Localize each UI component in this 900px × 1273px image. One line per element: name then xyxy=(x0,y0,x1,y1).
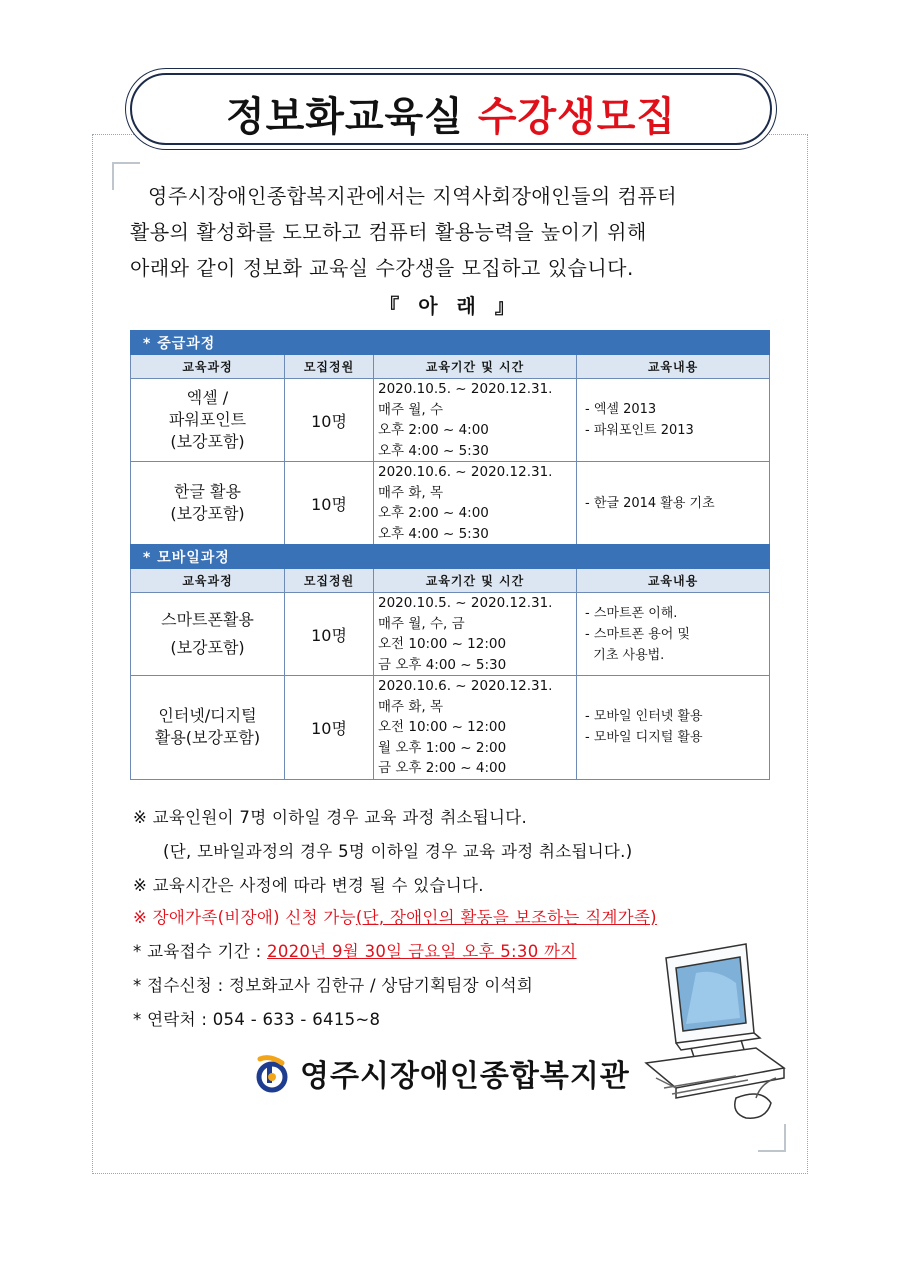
intro-line: 영주시장애인종합복지관에서는 지역사회장애인들의 컴퓨터 xyxy=(148,184,678,208)
page-title xyxy=(132,85,770,142)
computer-illustration-icon xyxy=(636,938,786,1128)
content-line: - 스마트폰 용어 및 xyxy=(585,626,690,642)
period-line: 오전 10:00 ~ 12:00 xyxy=(378,719,507,735)
period-line: 매주 화, 목 xyxy=(378,698,444,715)
period-line: 금 오후 2:00 ~ 4:00 xyxy=(378,760,507,776)
period xyxy=(374,379,577,462)
capacity: 10명 xyxy=(285,676,374,780)
course-line: 한글 활용 xyxy=(174,482,241,501)
course-name xyxy=(131,593,285,676)
period-line: 금 오후 4:00 ~ 5:30 xyxy=(378,656,507,673)
title-banner xyxy=(130,73,772,145)
period-line: 오후 4:00 ~ 5:30 xyxy=(378,525,489,542)
intro-line: 아래와 같이 정보화 교육실 수강생을 모집하고 있습니다. xyxy=(130,256,634,280)
header-capacity: 모집정원 xyxy=(285,355,374,379)
period-line: 2020.10.6. ~ 2020.12.31. xyxy=(378,678,553,694)
period-line: 2020.10.6. ~ 2020.12.31. xyxy=(378,464,553,480)
content-line: - 엑셀 2013 xyxy=(585,402,657,417)
period xyxy=(374,462,577,545)
course-name xyxy=(131,379,285,462)
course-line: 파워포인트 xyxy=(168,410,247,429)
header-course: 교육과정 xyxy=(131,355,285,379)
content-line: - 파워포인트 2013 xyxy=(585,423,694,438)
title-part2: 수강생모집 xyxy=(477,94,677,140)
header-period: 교육기간 및 시간 xyxy=(374,569,577,593)
period-line: 매주 화, 목 xyxy=(378,484,444,501)
note-mobile-min: (단, 모바일과정의 경우 5명 이하일 경우 교육 과정 취소됩니다.) xyxy=(163,842,633,861)
course-line: 엑셀 / xyxy=(186,388,229,407)
note-family-detail: (단, 장애인의 활동을 보조하는 직계가족) xyxy=(355,908,657,927)
period-line: 오후 2:00 ~ 4:00 xyxy=(378,422,489,438)
arae-heading: 『 아 래 』 xyxy=(379,294,521,318)
title-part1: 정보화교육실 xyxy=(225,94,464,140)
period-line: 2020.10.5. ~ 2020.12.31. xyxy=(378,381,553,397)
section-title: * 중급과정 xyxy=(131,331,770,355)
header-capacity: 모집정원 xyxy=(285,569,374,593)
period-line: 매주 월, 수, 금 xyxy=(378,615,465,632)
header-course: 교육과정 xyxy=(131,569,285,593)
content-line: - 모바일 디지털 활용 xyxy=(585,730,703,746)
section-title: * 모바일과정 xyxy=(131,545,770,569)
course-table-mobile xyxy=(130,544,770,780)
capacity: 10명 xyxy=(285,593,374,676)
note-deadline xyxy=(133,938,577,962)
period xyxy=(374,593,577,676)
note-family-main: ※ 장애가족(비장애) 신청 가능 xyxy=(133,908,356,927)
period-line: 2020.10.5. ~ 2020.12.31. xyxy=(378,595,553,611)
note-family xyxy=(133,904,657,928)
period-line: 오후 2:00 ~ 4:00 xyxy=(378,505,489,521)
intro-line: 활용의 활성화를 도모하고 컴퓨터 활용능력을 높이기 위해 xyxy=(130,220,647,244)
intro-paragraph xyxy=(130,178,774,286)
course-line: 활용(보강포함) xyxy=(154,728,261,748)
content xyxy=(577,379,770,462)
course-line: (보강포함) xyxy=(170,432,245,451)
table-row xyxy=(131,462,770,545)
header-content: 교육내용 xyxy=(577,569,770,593)
period-line: 월 오후 1:00 ~ 2:00 xyxy=(378,739,507,756)
deadline-label: * 교육접수 기간 : xyxy=(133,942,268,961)
content-line: - 스마트폰 이해. xyxy=(585,605,678,621)
note-contact-person: * 접수신청 : 정보화교사 김한규 / 상담기획팀장 이석희 xyxy=(133,976,534,995)
note-schedule-change: ※ 교육시간은 사정에 따라 변경 될 수 있습니다. xyxy=(133,876,484,895)
content-line: 기초 사용법. xyxy=(585,647,665,663)
course-table-intermediate xyxy=(130,330,770,545)
content-line: - 모바일 인터넷 활용 xyxy=(585,709,703,725)
content-line: - 한글 2014 활용 기초 xyxy=(585,495,715,511)
course-line: 스마트폰활용 xyxy=(161,610,254,629)
deadline-value: 2020년 9월 30일 금요일 오후 5:30 까지 xyxy=(267,942,577,961)
table-row xyxy=(131,593,770,676)
header-period: 교육기간 및 시간 xyxy=(374,355,577,379)
header-content: 교육내용 xyxy=(577,355,770,379)
period-line: 오후 4:00 ~ 5:30 xyxy=(378,442,489,459)
period-line: 오전 10:00 ~ 12:00 xyxy=(378,636,507,652)
period xyxy=(374,676,577,780)
logo-text: 영주시장애인종합복지관 xyxy=(300,1059,630,1094)
note-min-students: ※ 교육인원이 7명 이하일 경우 교육 과정 취소됩니다. xyxy=(133,808,528,827)
period-line: 매주 월, 수 xyxy=(378,401,444,418)
table-row xyxy=(131,379,770,462)
capacity: 10명 xyxy=(285,462,374,545)
content xyxy=(577,676,770,780)
logo-mark-icon xyxy=(250,1053,290,1093)
table-row xyxy=(131,676,770,780)
note-phone: * 연락처 : 054 - 633 - 6415~8 xyxy=(133,1010,381,1029)
course-line: 인터넷/디지털 xyxy=(158,706,257,726)
content xyxy=(577,462,770,545)
course-name xyxy=(131,676,285,780)
course-line: (보강포함) xyxy=(170,504,245,523)
content xyxy=(577,593,770,676)
course-line: (보강포함) xyxy=(170,638,245,657)
capacity: 10명 xyxy=(285,379,374,462)
organization-logo xyxy=(250,1045,630,1101)
course-name xyxy=(131,462,285,545)
corner-mark-bottom-right xyxy=(758,1124,786,1152)
